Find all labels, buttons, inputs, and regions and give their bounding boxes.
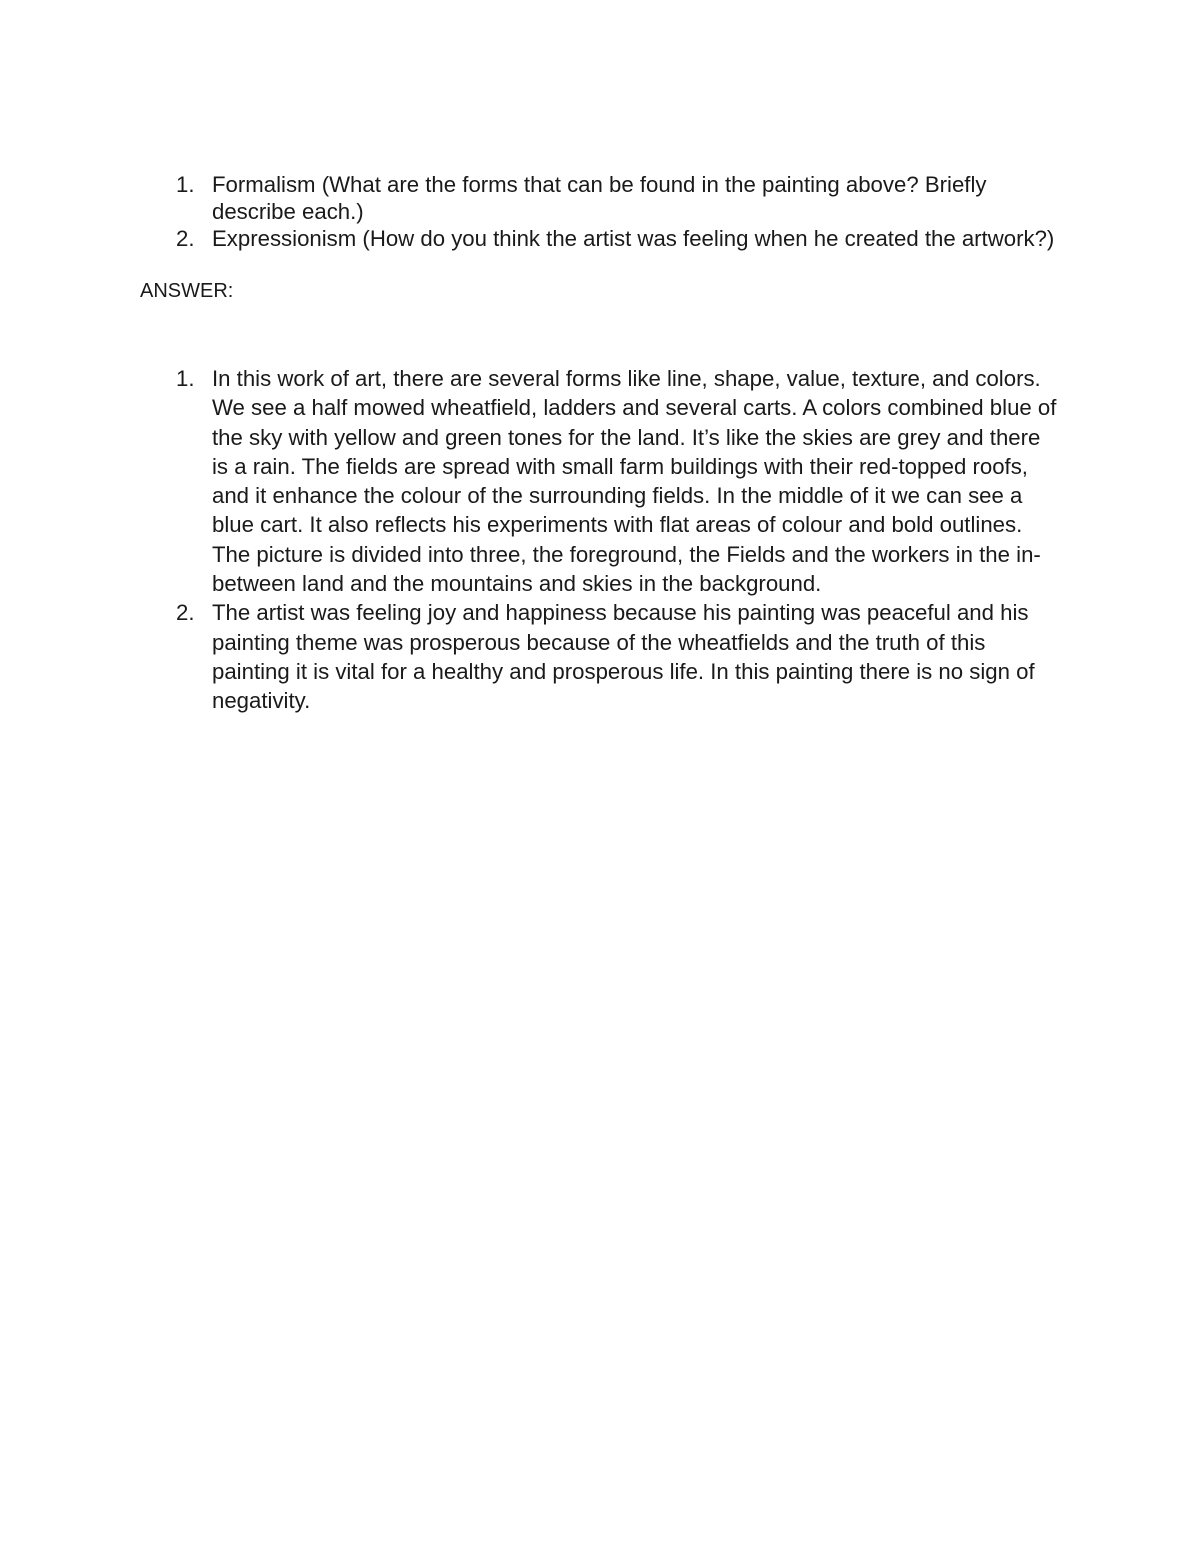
question-item [0,225,1062,252]
question-text: Expressionism (How do you think the artist was feeling when he created the artwork?) [212,226,1055,251]
question-list [0,171,1062,252]
answer-number: 2. [176,600,195,626]
answer-label: ANSWER: [140,280,234,302]
question-number: 1. [176,172,195,197]
answer-list [0,364,1062,716]
question-text: Formalism (What are the forms that can be found in the painting above? Briefly describe each.) [212,172,987,224]
answer-text: The artist was feeling joy and happiness because his painting was peaceful and his painting theme was prosperous because of the wheatfields and the truth of this painting it is vital for a healthy and prosperous life. In this painting there is no sign of negativity. [212,600,1035,714]
question-item [0,171,1062,225]
answer-text: In this work of art, there are several forms like line, shape, value, texture, and colors. We see a half mowed wheatfield, ladders and several carts. A colors combined blue of the sky with yellow and green tones for the land. It’s like the skies are grey and there is a rain. The fields are spread with small farm buildings with their red-topped roofs, and it enhance the colour of the surrounding fields. In the middle of it we can see a blue cart. It also reflects his experiments with flat areas of colour and bold outlines. The picture is divided into three, the foreground, the Fields and the workers in the in-between land and the mountains and skies in the background. [212,366,1057,597]
answer-item [0,364,1062,598]
question-number: 2. [176,226,195,251]
answer-number: 1. [176,366,195,391]
answer-item [0,598,1062,715]
